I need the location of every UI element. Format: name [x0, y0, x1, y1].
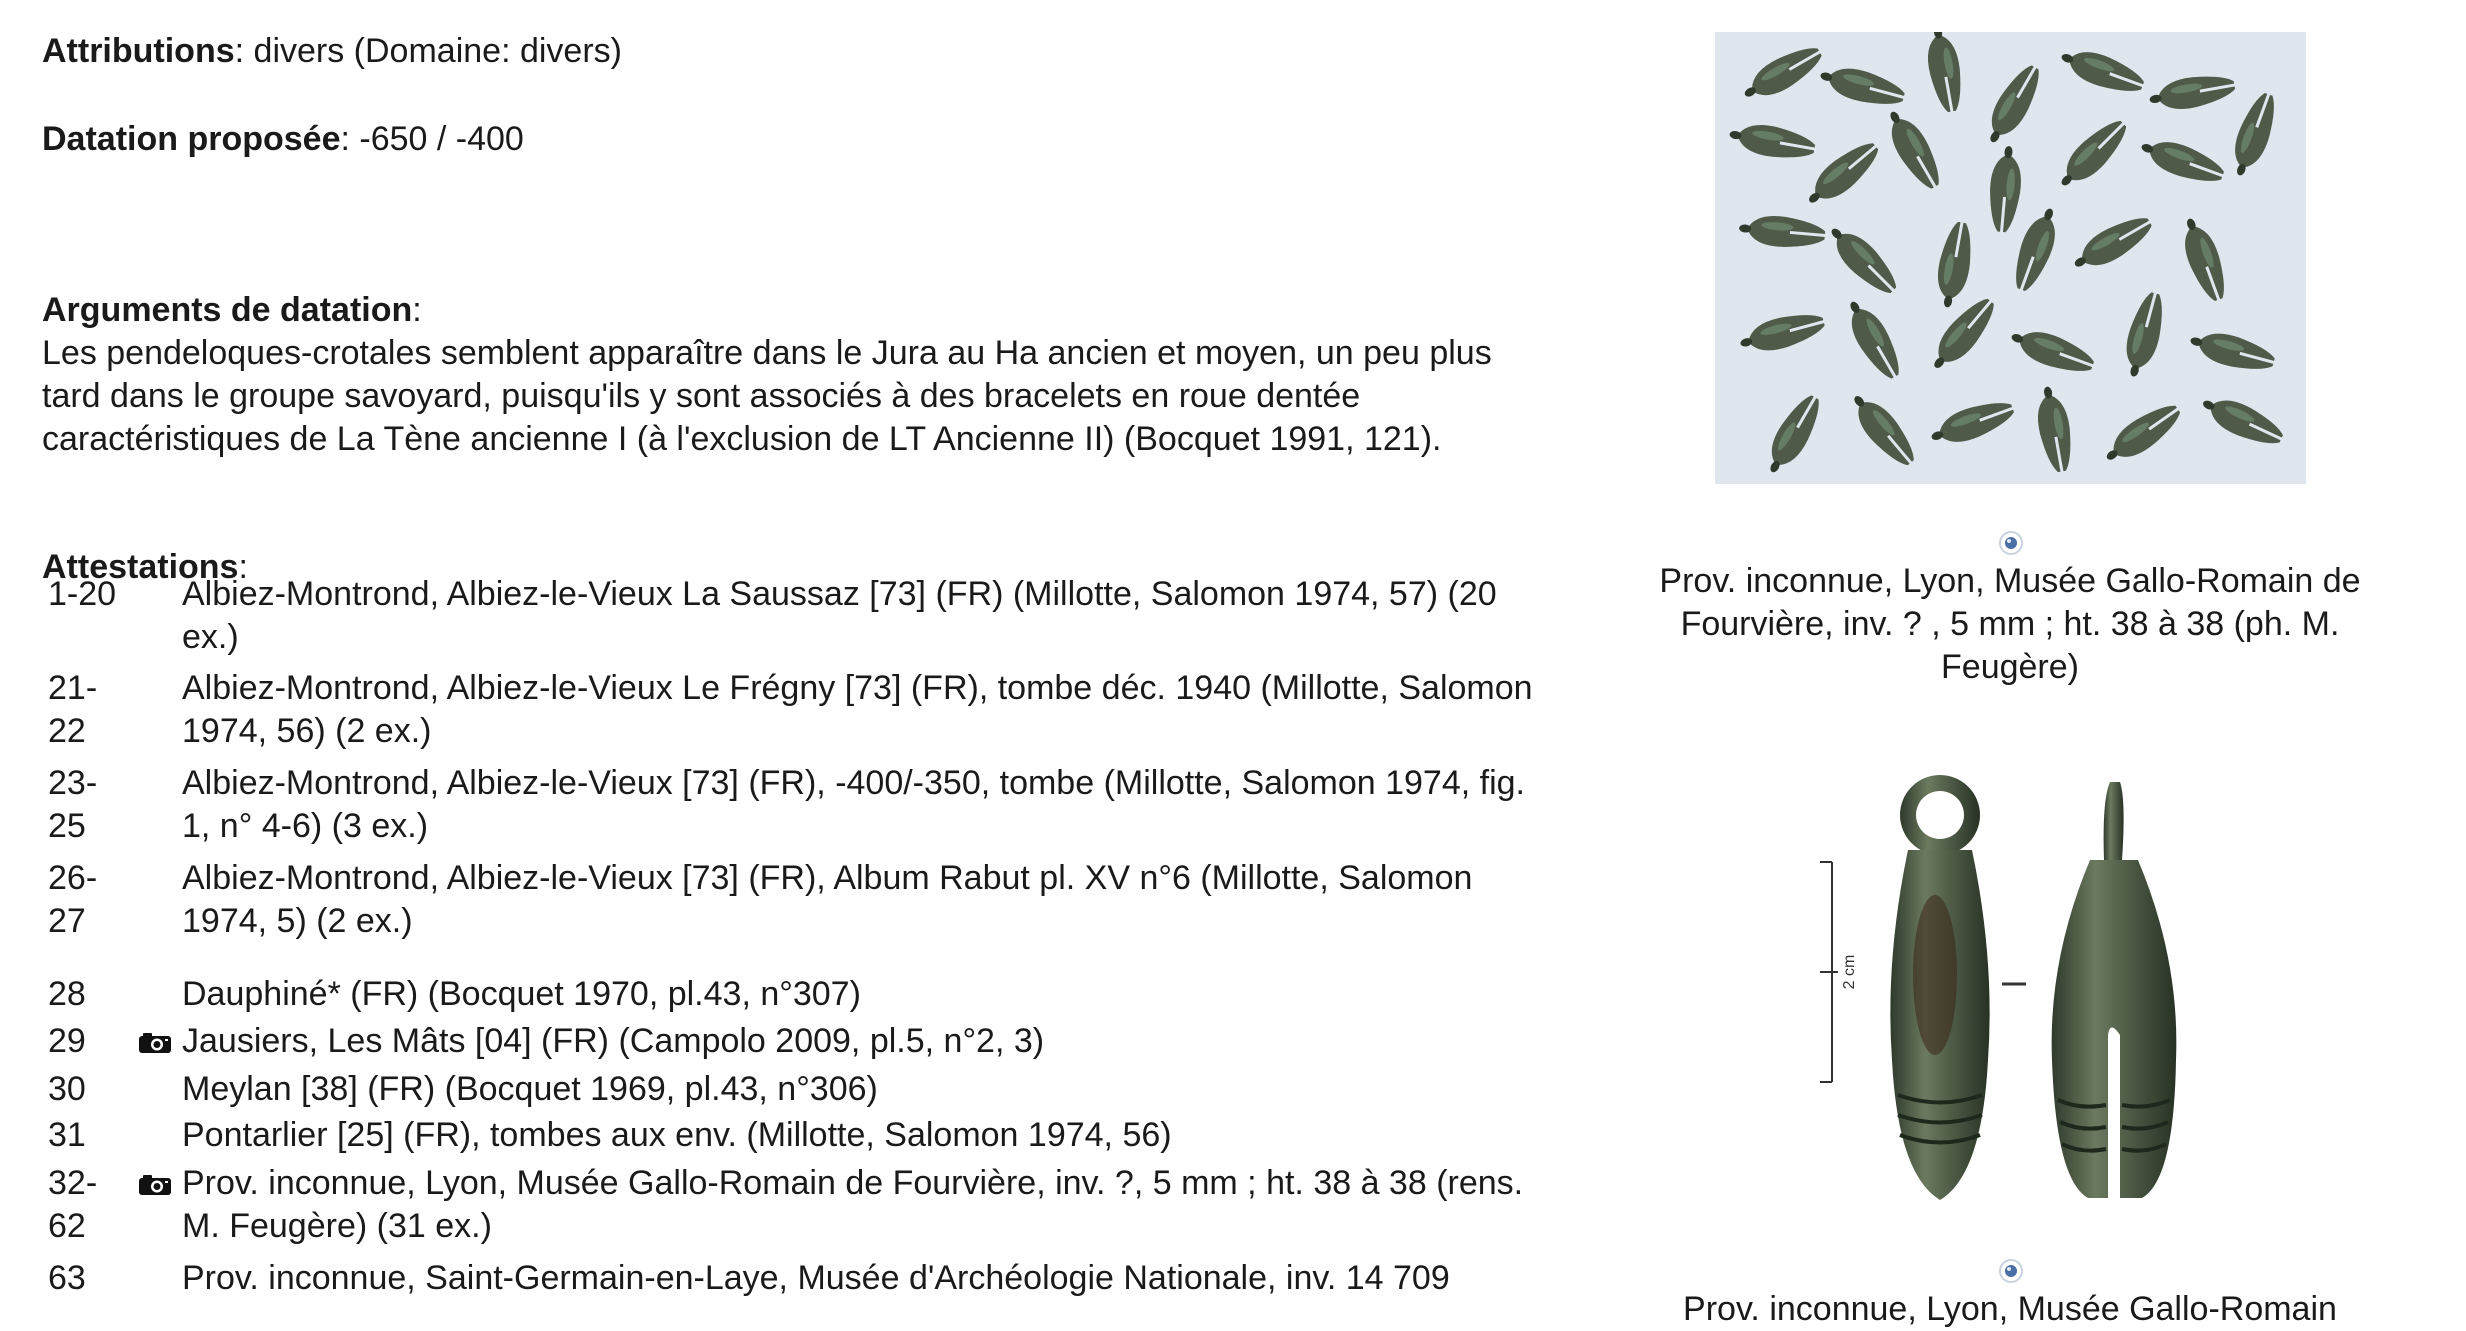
- attestation-text: Meylan [38] (FR) (Bocquet 1969, pl.43, n°306): [182, 1070, 878, 1108]
- attestation-text: Prov. inconnue, Lyon, Musée Gallo-Romain de Fourvière, inv. ?, 5 mm ; ht. 38 à 38 (rens. M. Feugère) (31 ex.): [182, 1164, 1524, 1245]
- figure-photo-single[interactable]: [1790, 760, 2250, 1220]
- datation-value: : -650 / -400: [340, 120, 524, 158]
- attestation-text: Pontarlier [25] (FR), tombes aux env. (Millotte, Salomon 1974, 56): [182, 1116, 1172, 1154]
- attestation-text: Prov. inconnue, Saint-Germain-en-Laye, Musée d'Archéologie Nationale, inv. 14 709: [182, 1259, 1450, 1297]
- camera-icon[interactable]: [138, 1032, 172, 1054]
- figure-caption-1: Prov. inconnue, Lyon, Musée Gallo-Romain de Fourvière, inv. ? , 5 mm ; ht. 38 à 38 (ph. M. Feugère): [1659, 562, 2361, 686]
- attestation-text: Albiez-Montrond, Albiez-le-Vieux Le Frégny [73] (FR), tombe déc. 1940 (Millotte, Salomon 1974, 56) (2 ex.): [182, 669, 1533, 750]
- arguments-text: Les pendeloques-crotales semblent apparaître dans le Jura au Ha ancien et moyen, un peu plus tard dans le groupe savoyard, puisqu'ils y sont associés à des bracelets en roue dentée caractéristiques de La Tène ancienne I (à l'exclusion de LT Ancienne II) (Bocquet 1991, 121).: [42, 334, 1492, 458]
- attributions-value: : divers (Domaine: divers): [234, 32, 622, 70]
- camera-icon[interactable]: [138, 1174, 172, 1196]
- scale-label: 2 cm: [1841, 954, 1858, 990]
- arguments-label: Arguments de datation: [42, 291, 413, 329]
- figure-photo-group[interactable]: [1715, 32, 2306, 484]
- zoom-icon[interactable]: [1996, 1256, 2026, 1286]
- attestation-number: 28: [48, 975, 86, 1013]
- figure-caption-2: Prov. inconnue, Lyon, Musée Gallo-Romain: [1683, 1290, 2337, 1328]
- attestation-text: Albiez-Montrond, Albiez-le-Vieux [73] (FR), -400/-350, tombe (Millotte, Salomon 1974, fig. 1, n° 4-6) (3 ex.): [182, 764, 1525, 845]
- attestation-text: Albiez-Montrond, Albiez-le-Vieux [73] (FR), Album Rabut pl. XV n°6 (Millotte, Salomon 1974, 5) (2 ex.): [182, 859, 1473, 940]
- attestation-number: 31: [48, 1116, 86, 1154]
- datation-field: [42, 118, 524, 161]
- attestation-number: 23-25: [48, 764, 98, 845]
- attestation-number: 30: [48, 1070, 86, 1108]
- attributions-label: Attributions: [42, 32, 235, 70]
- attestation-number: 63: [48, 1259, 86, 1297]
- datation-label: Datation proposée: [42, 120, 341, 158]
- attributions-field: [42, 30, 622, 73]
- attestation-text: Dauphiné* (FR) (Bocquet 1970, pl.43, n°307): [182, 975, 861, 1013]
- attestation-number: 1-20: [48, 575, 117, 613]
- attestation-number: 32-62: [48, 1164, 98, 1245]
- attestation-text: Jausiers, Les Mâts [04] (FR) (Campolo 2009, pl.5, n°2, 3): [182, 1022, 1045, 1060]
- attestation-number: 26-27: [48, 859, 98, 940]
- attestation-number: 29: [48, 1022, 86, 1060]
- attestations-heading: Attestations:: [42, 548, 248, 586]
- attestation-text: Albiez-Montrond, Albiez-le-Vieux La Saussaz [73] (FR) (Millotte, Salomon 1974, 57) (20 ex.): [182, 575, 1497, 656]
- attestations-label: Attestations: [42, 548, 239, 586]
- arguments-heading: Arguments de datation:: [42, 291, 422, 329]
- bronze-pendants-photo: [1715, 32, 2306, 484]
- attestation-number: 21-22: [48, 669, 98, 750]
- pendant-two-views-photo: [1790, 760, 2250, 1220]
- zoom-icon[interactable]: [1996, 528, 2026, 558]
